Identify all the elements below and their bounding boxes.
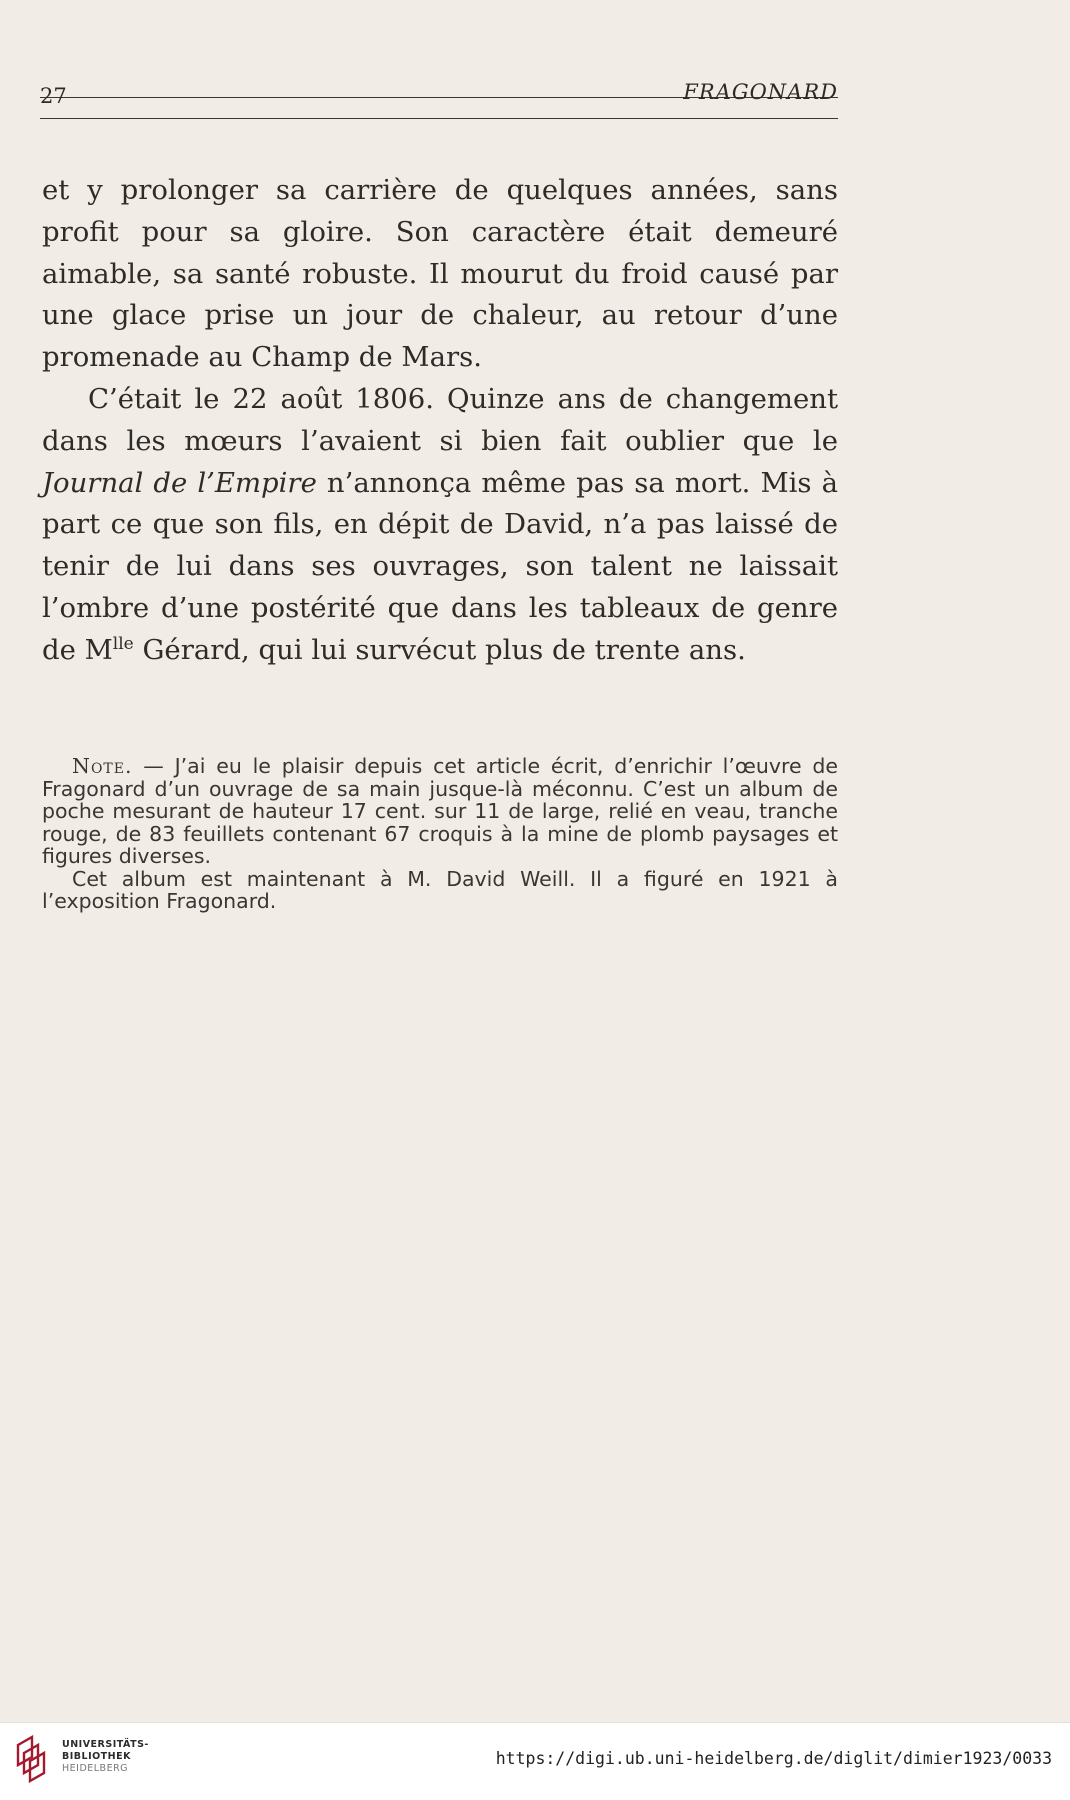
library-name-line-1: UNIVERSITÄTS- (62, 1739, 149, 1750)
library-logo-icon (14, 1735, 56, 1783)
paragraph-2-start: C’était le 22 août 1806. Quinze ans de changement dans les mœurs l’avaient si bien fait oublier que le (42, 382, 838, 457)
paragraph-2 (42, 379, 838, 672)
running-title: FRAGONARD (683, 80, 838, 104)
paragraph-1: et y prolonger sa carrière de quelques années, sans profit pour sa gloire. Son caractère était demeuré aimable, sa santé robuste. Il mourut du froid causé par une glace prise un jour de chaleur, au retour d’une promenade au Champ de Mars. (42, 174, 838, 374)
permalink-url[interactable]: https://digi.ub.uni-heidelberg.de/diglit/dimier1923/0033 (495, 1749, 1052, 1768)
note-text-1: — J’ai eu le plaisir depuis cet article écrit, d’enrichir l’œuvre de Fragonard d’un ouvrage de sa main jusque-là méconnu. C’est un album de poche mesurant de hauteur 17 cent. sur 11 de large, relié en veau, tranche rouge, de 83 feuillets contenant 67 croquis à la mine de plomb paysages et figures diverses. (42, 754, 838, 868)
page-number: 27 (40, 84, 67, 108)
library-name-line-2: BIBLIOTHEK (62, 1751, 131, 1762)
footer-bar (0, 1722, 1070, 1800)
header-rule-bottom (40, 118, 838, 119)
paragraph-2-end: Gérard, qui lui survécut plus de trente ans. (133, 633, 746, 666)
note-paragraph-1 (42, 755, 838, 868)
paragraph-2-middle: n’annonça même pas sa mort. Mis à part ce que son fils, en dépit de David, n’a pas laissé de tenir de lui dans ses ouvrages, son talent ne laissait l’ombre d’une postérité que dans les tableaux de genre de M (42, 466, 838, 666)
library-name (62, 1739, 149, 1775)
body-text (42, 170, 838, 672)
note-label: Note. (72, 754, 133, 778)
mademoiselle-superscript: lle (112, 633, 134, 654)
note-paragraph-2: Cet album est maintenant à M. David Weill. Il a figuré en 1921 à l’exposition Fragonard. (42, 866, 838, 913)
library-name-line-3: HEIDELBERG (62, 1763, 129, 1774)
journal-title: Journal de l’Empire (42, 466, 317, 499)
footnote (42, 755, 838, 913)
